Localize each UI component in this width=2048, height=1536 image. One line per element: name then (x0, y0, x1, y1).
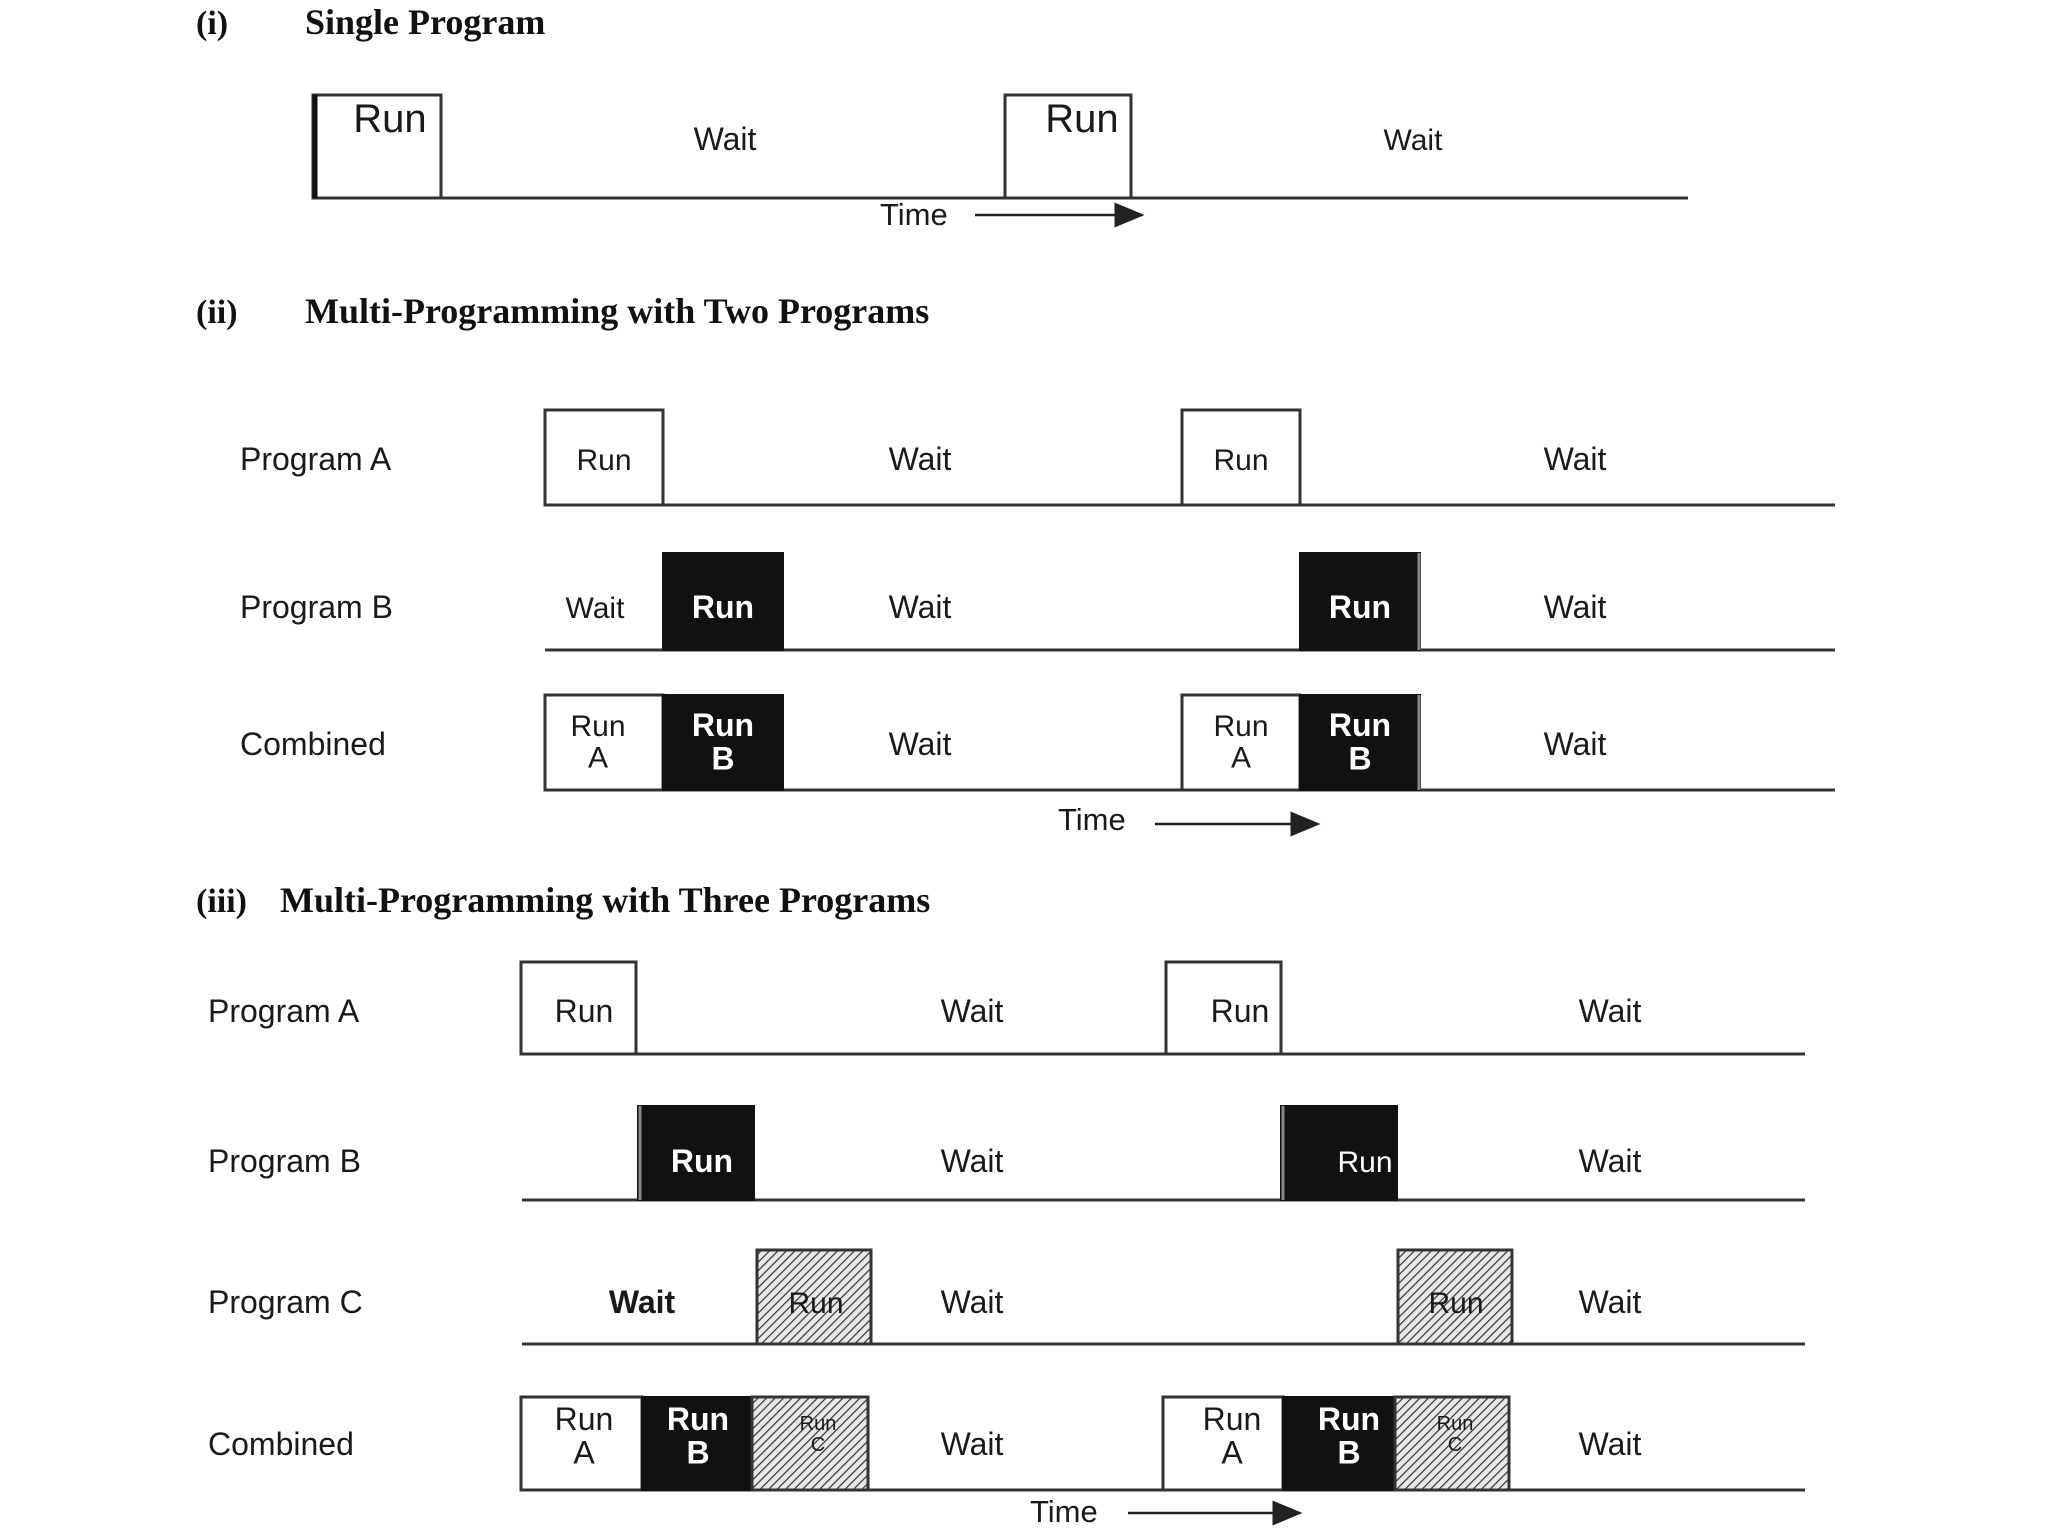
time-axis (1058, 802, 1318, 837)
run-label: Run B (1317, 1401, 1381, 1471)
run-block (1005, 95, 1131, 198)
wait-label: Wait (608, 1284, 676, 1320)
row-label: Program C (208, 1284, 363, 1320)
time-axis (1030, 1494, 1300, 1529)
run-block (1395, 1397, 1509, 1490)
run-label: Run (554, 993, 614, 1029)
wait-label: Wait (1543, 441, 1607, 477)
program-a-row (240, 410, 1835, 505)
timeline-row (313, 95, 1688, 198)
section-number: (i) (196, 5, 229, 42)
program-b-row (240, 553, 1835, 650)
wait-label: Wait (693, 121, 757, 157)
row-label: Program B (240, 589, 393, 625)
row-label: Program B (208, 1143, 361, 1179)
run-label: Run B (691, 707, 755, 777)
wait-label: Wait (565, 592, 625, 625)
program-b-row (208, 1106, 1805, 1200)
section-two-programs (196, 291, 1835, 837)
run-label: Run (691, 589, 755, 625)
run-block (1300, 553, 1420, 650)
combined-row (240, 695, 1835, 790)
run-label: Run (1210, 993, 1270, 1029)
run-label: Run (1337, 1146, 1393, 1179)
wait-label: Wait (940, 1284, 1004, 1320)
run-block (1182, 410, 1300, 505)
run-block (663, 695, 783, 790)
wait-label: Wait (1543, 726, 1607, 762)
run-block (1281, 1106, 1397, 1200)
run-block (521, 962, 636, 1054)
wait-label: Wait (888, 441, 952, 477)
section-number: (iii) (196, 883, 247, 920)
run-block (1182, 695, 1300, 790)
run-block (642, 1397, 752, 1490)
combined-row (208, 1397, 1805, 1490)
row-label: Combined (208, 1426, 354, 1462)
run-block (1398, 1250, 1512, 1344)
wait-label: Wait (888, 726, 952, 762)
run-block (545, 410, 663, 505)
wait-label: Wait (1543, 589, 1607, 625)
section-title: Multi-Programming with Two Programs (305, 291, 930, 331)
wait-label: Wait (940, 1426, 1004, 1462)
wait-label: Wait (1578, 1284, 1642, 1320)
run-label: Run (670, 1143, 734, 1179)
run-block (638, 1106, 754, 1200)
run-block (1166, 962, 1281, 1054)
section-number: (ii) (196, 294, 238, 331)
run-block (1283, 1397, 1395, 1490)
section-three-programs (196, 880, 1805, 1529)
run-block (1163, 1397, 1283, 1490)
section-single-program (196, 2, 1688, 232)
wait-label: Wait (1578, 993, 1642, 1029)
run-block (752, 1397, 868, 1490)
wait-label: Wait (1578, 1426, 1642, 1462)
run-label: Run B (1328, 707, 1392, 777)
time-label: Time (1058, 802, 1126, 837)
run-block (545, 695, 663, 790)
run-label: Run C (1436, 1413, 1474, 1456)
section-title: Multi-Programming with Three Programs (280, 880, 931, 920)
wait-label: Wait (940, 993, 1004, 1029)
run-label: Run A (1202, 1401, 1262, 1471)
section-title: Single Program (305, 2, 546, 42)
time-axis (880, 197, 1142, 232)
time-label: Time (880, 197, 948, 232)
run-label: Run A (570, 710, 626, 775)
run-block (1300, 695, 1420, 790)
run-label: Run (1045, 97, 1119, 141)
wait-label: Wait (1578, 1143, 1642, 1179)
run-label: Run (353, 97, 427, 141)
run-label: Run B (666, 1401, 730, 1471)
run-block (313, 95, 441, 198)
time-label: Time (1030, 1494, 1098, 1529)
wait-label: Wait (940, 1143, 1004, 1179)
program-c-row (208, 1250, 1805, 1344)
run-label: Run (788, 1287, 844, 1320)
row-label: Combined (240, 726, 386, 762)
run-label: Run (1428, 1287, 1484, 1320)
row-label: Program A (208, 993, 360, 1029)
run-label: Run (1328, 589, 1392, 625)
run-block (663, 553, 783, 650)
run-label: Run A (554, 1401, 614, 1471)
run-block (757, 1250, 871, 1344)
program-a-row (208, 962, 1805, 1054)
run-label: Run A (1213, 710, 1269, 775)
run-block (521, 1397, 642, 1490)
run-label: Run C (799, 1413, 837, 1456)
wait-label: Wait (888, 589, 952, 625)
run-label: Run (576, 444, 632, 477)
run-label: Run (1213, 444, 1269, 477)
row-label: Program A (240, 441, 392, 477)
wait-label: Wait (1383, 124, 1443, 157)
